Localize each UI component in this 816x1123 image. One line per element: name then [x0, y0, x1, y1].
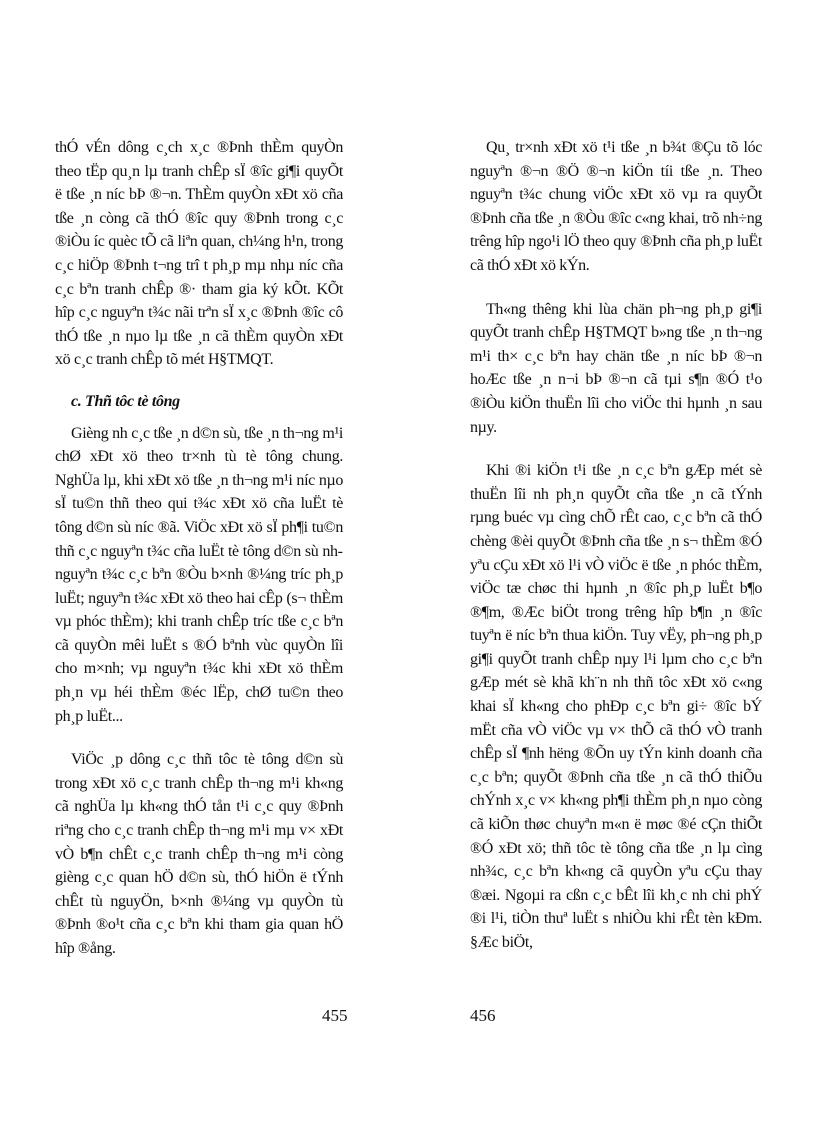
- paragraph: Gièng nh c¸c tße ¸n d©n sù, tße ¸n th¬ng m¹i chØ xÐt xö theo tr×nh tù tè tông chung. NghÜa lµ, khi xÐt xö tße ¸n th¬ng m¹i níc nµo sÏ tu©n thñ theo qui t¾c xÐt xö cña luËt tè tông d©n sù níc ®ã. ViÖc xÐt xö sÏ ph¶i tu©n thñ c¸c nguyªn t¾c cña luËt tè tông d©n sù nh nguyªn t¾c c¸c bªn ®Òu b×nh ®¼ng tríc ph¸p luËt; nguyªn t¾c xÐt xö theo hai cÊp (s¬ thÈm vµ phóc thÈm); khi tranh chÊp tríc tße c¸c bªn cã quyÒn mêi luËt s ®Ó bªnh vùc quyÒn lîi cho m×nh; vµ nguyªn t¾c khi xÐt xö thÈm ph¸n vµ héi thÈm ®éc lËp, chØ tu©n theo ph¸p luËt...: [55, 424, 343, 725]
- right-page-column: [470, 136, 762, 955]
- section-heading: c. Thñ tôc tè tông: [71, 392, 180, 410]
- left-page-column: [55, 136, 343, 961]
- page-number-right: 456: [470, 1006, 496, 1025]
- paragraph: thÓ vÉn dông c¸ch x¸c ®Þnh thÈm quyÒn theo tËp qu¸n lµ tranh chÊp sÏ ®îc gi¶i quyÕt ë tße ¸n níc bÞ ®¬n. ThÈm quyÒn xÐt xö cña tße ¸n còng cã thÓ ®îc quy ®Þnh trong c¸c ®iÒu íc quèc tÕ cã liªn quan, ch¼ng h¹n, trong c¸c hiÖp ®Þnh t¬ng trî t ph¸p mµ nhµ níc cña c¸c bªn tranh chÊp ®· tham gia ký kÕt. KÕt hîp c¸c nguyªn t¾c nãi trªn sÏ x¸c ®Þnh ®îc cô thÓ tße ¸n nµo lµ tße ¸n cã thÈm quyÒn xÐt xö c¸c tranh chÊp tõ mét H§TMQT.: [55, 139, 343, 369]
- paragraph: ViÖc ¸p dông c¸c thñ tôc tè tông d©n sù trong xÐt xö c¸c tranh chÊp th¬ng m¹i kh«ng cã nghÜa lµ kh«ng thÓ tån t¹i c¸c quy ®Þnh riªng cho c¸c tranh chÊp th¬ng m¹i mµ v× xÐt vÒ b¶n chÊt c¸c tranh chÊp th¬ng m¹i còng gièng c¸c quan hÖ d©n sù, thÓ hiÖn ë tÝnh chÊt tù nguyÖn, b×nh ®¼ng vµ quyÒn tù ®Þnh ®o¹t cña c¸c bªn khi tham gia quan hÖ hîp ®ång.: [55, 751, 343, 957]
- paragraph: Qu¸ tr×nh xÐt xö t¹i tße ¸n b¾t ®Çu tõ lóc nguyªn ®¬n ®Ö ®¬n kiÖn tíi tße ¸n. Theo nguyªn t¾c chung viÖc xÐt xö vµ ra quyÕt ®Þnh cña tße ¸n ®Òu ®îc c«ng khai, trõ nh÷ng trêng hîp ngo¹i lÖ theo quy ®Þnh cña ph¸p luËt cã thÓ xÐt xö kÝn.: [470, 139, 762, 274]
- page-number-left: 455: [322, 1006, 348, 1025]
- paragraph: Khi ®i kiÖn t¹i tße ¸n c¸c bªn gÆp mét sè thuËn lîi nh ph¸n quyÕt cña tße ¸n cã tÝnh rµng buéc vµ cìng chÕ rÊt cao, c¸c bªn cã thÓ chèng ®èi quyÕt ®Þnh cña tße ¸n s¬ thÈm ®Ó yªu cÇu xÐt xö l¹i vÒ viÖc ë tße ¸n phóc thÈm, viÖc tæ chøc thi hµnh ¸n ®îc ph¸p luËt b¶o ®¶m, ®Æc biÖt trong trêng hîp b¶n ¸n ®îc tuyªn ë níc bªn thua kiÖn. Tuy vËy, ph¬ng ph¸p gi¶i quyÕt tranh chÊp nµy l¹i lµm cho c¸c bªn gÆp mét sè khã kh¨n nh thñ tôc xÐt xö c«ng khai sÏ kh«ng cho phÐp c¸c bªn gi÷ ®îc bÝ mËt cña vÒ viÖc vµ v× thÕ cã thÓ vÒ tranh chÊp sÏ ¶nh hëng ®Õn uy tÝn kinh doanh cña c¸c bªn; quyÕt ®Þnh cña tße ¸n cã thÓ thiÕu chÝnh x¸c v× kh«ng ph¶i thÈm ph¸n nµo còng cã kiÕn thøc chuyªn m«n ë møc ®é cÇn thiÕt ®Ó xÐt xö; thñ tôc tè tông cña tße ¸n lµ cìng nh¾c, c¸c bªn kh«ng cã quyÒn yªu cÇu thay ®æi. Ngoµi ra cßn c¸c bÊt lîi kh¸c nh chi phÝ ®i l¹i, tiÒn thuª luËt s nhiÒu khi rÊt tèn kÐm. §Æc biÖt,: [470, 462, 762, 951]
- paragraph: Th«ng thêng khi lùa chän ph¬ng ph¸p gi¶i quyÕt tranh chÊp H§TMQT b»ng tße ¸n th¬ng m¹i th× c¸c bªn hay chän tße ¸n níc bÞ ®¬n hoÆc tße ¸n n¬i bÞ ®¬n cã tµi s¶n ®Ó t¹o ®iÒu kiÖn thuËn lîi cho viÖc thi hµnh ¸n sau nµy.: [470, 300, 762, 436]
